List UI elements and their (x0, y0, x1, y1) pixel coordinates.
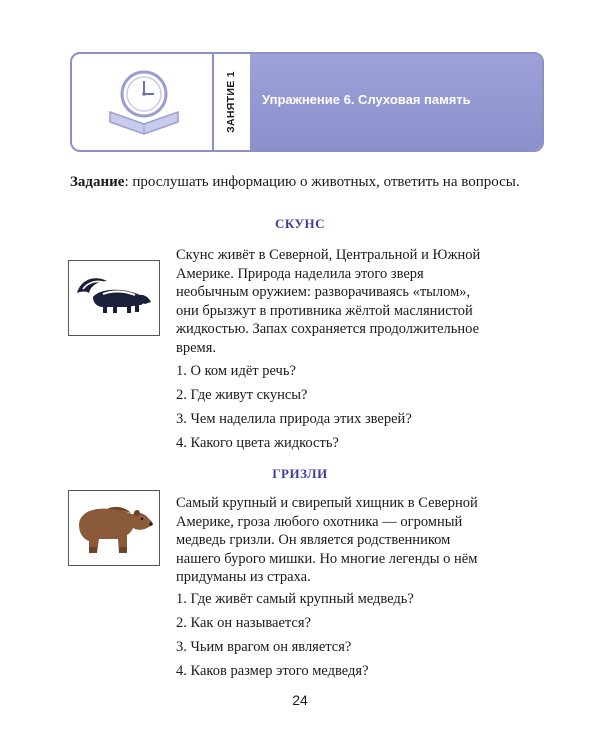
text-line: Америке. Природа наделила этого зверя (176, 265, 424, 282)
question-item: 2. Как он называется? (176, 615, 311, 631)
task-label: Задание (70, 174, 125, 190)
bear-picture (68, 490, 160, 566)
header-logo (72, 54, 212, 150)
text-line: время. (176, 339, 217, 356)
text-line: придуманы из страха. (176, 569, 311, 586)
lesson-label: ЗАНЯТИЕ 1 (212, 54, 248, 150)
section-title-grizzly: ГРИЗЛИ (272, 466, 328, 481)
text-line: они брызжут в противника жёлтой маслянистой (176, 302, 473, 319)
question-item: 1. О ком идёт речь? (176, 363, 296, 379)
question-item: 3. Чьим врагом он является? (176, 639, 352, 655)
question-item: 4. Каков размер этого медведя? (176, 663, 369, 679)
skunk-picture (68, 260, 160, 336)
question-item: 1. Где живёт самый крупный медведь? (176, 591, 414, 607)
question-item: 4. Какого цвета жидкость? (176, 435, 339, 451)
bear-icon (69, 491, 158, 564)
text-line: нашего бурого мишки. Но многие легенды о нём (176, 550, 478, 567)
grizzly-description (176, 494, 536, 587)
question-item: 3. Чем наделила природа этих зверей? (176, 411, 412, 427)
exercise-title: Упражнение 6. Слуховая память (262, 92, 471, 107)
text-line: необычным оружием: разворачиваясь «тылом», (176, 284, 471, 301)
text-line: Скунс живёт в Северной, Центральной и Южной (176, 247, 481, 263)
section-title-skunk: СКУНС (274, 216, 326, 231)
task-instructions (70, 172, 540, 192)
page-number: 24 (292, 692, 308, 708)
exercise-header (70, 52, 544, 152)
skunk-description (176, 246, 536, 358)
task-text: : прослушать информацию о животных, ответить на вопросы. (124, 174, 520, 190)
question-item: 2. Где живут скунсы? (176, 387, 308, 403)
text-line: жидкостью. Запах сохраняется продолжительное (176, 321, 480, 338)
exercise-title-band (250, 54, 542, 150)
skunk-icon (69, 261, 158, 334)
text-line: Америке, гроза любого охотника — огромный (176, 513, 463, 530)
text-line: Самый крупный и свирепый хищник в Северной (176, 495, 478, 511)
text-line: медведь гризли. Он является родственником (176, 532, 451, 549)
clock-book-icon (104, 68, 184, 138)
